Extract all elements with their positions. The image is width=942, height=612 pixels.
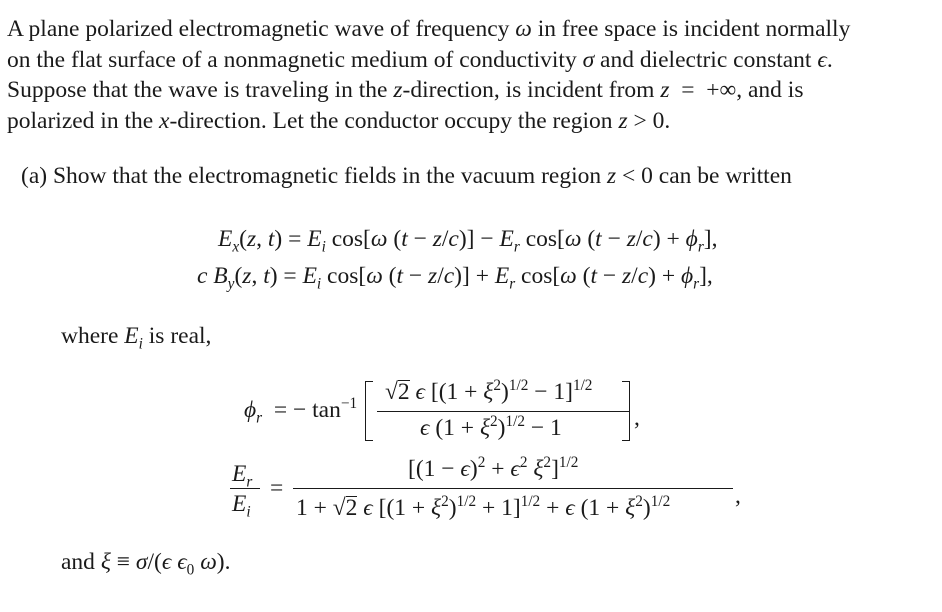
ratio-lhs-bar xyxy=(230,488,260,489)
ratio-fraction-bar xyxy=(293,488,733,489)
ratio-lhs-den: $E_i$ xyxy=(232,491,251,521)
part-a-statement: (a) Show that the electromagnetic fields in the vacuum region z < 0 can be written xyxy=(21,163,792,189)
ratio-lhs-num: $E_r$ xyxy=(232,461,253,491)
equation-cby: c $B_y(z$, $t) = E_i$ cos[ω $(t - z/c)] + E_r$ cos[ω $(t - z/c) + \phi_r$], xyxy=(197,263,713,293)
ratio-tail: , xyxy=(735,483,741,509)
ratio-numerator: [$(1 - \epsilon)^2 + \epsilon^2$ $\xi^2]^{1/2}$ xyxy=(408,454,579,482)
xi-definition: and ξ ≡ σ/(ϵ $\epsilon_0$ ω). xyxy=(61,549,231,579)
phi-denominator: ϵ $(1 + \xi^2)^{1/2} - 1$ xyxy=(420,413,562,441)
phi-numerator: √2 ϵ $[(1 + \xi^2)^{1/2} - 1]^{1/2}$ xyxy=(385,377,593,405)
equation-ex: $E_x(z$, $t) = E_i$ cos[ω $(t - z/c)] - E_r$ cos[ω $(t - z/c) + \phi_r$], xyxy=(218,226,718,256)
intro-line-2: on the flat surface of a nonmagnetic medium of conductivity σ and dielectric constant ϵ. xyxy=(7,46,833,73)
where-text: where $E_i$ is real, xyxy=(61,323,212,353)
intro-line-3: Suppose that the wave is traveling in the z-direction, is incident from z = +∞, and is xyxy=(7,77,804,103)
phi-lhs: $\phi_r$ = − $\tan^{-1}$ xyxy=(244,395,358,427)
right-bracket xyxy=(622,381,630,441)
ratio-denominator: 1 + √2 ϵ $[(1 + \xi^2)^{1/2} + 1]^{1/2} + \epsilon$ $(1 + \xi^2)^{1/2}$ xyxy=(296,493,671,521)
phi-tail: , xyxy=(634,405,640,431)
ratio-equals: = xyxy=(270,475,284,501)
intro-line-4: polarized in the x-direction. Let the conductor occupy the region z > 0. xyxy=(7,107,671,134)
intro-paragraph xyxy=(7,14,932,136)
left-bracket xyxy=(365,381,373,441)
intro-line-1: A plane polarized electromagnetic wave of frequency ω in free space is incident normally xyxy=(7,16,851,42)
phi-fraction-bar xyxy=(377,411,629,412)
